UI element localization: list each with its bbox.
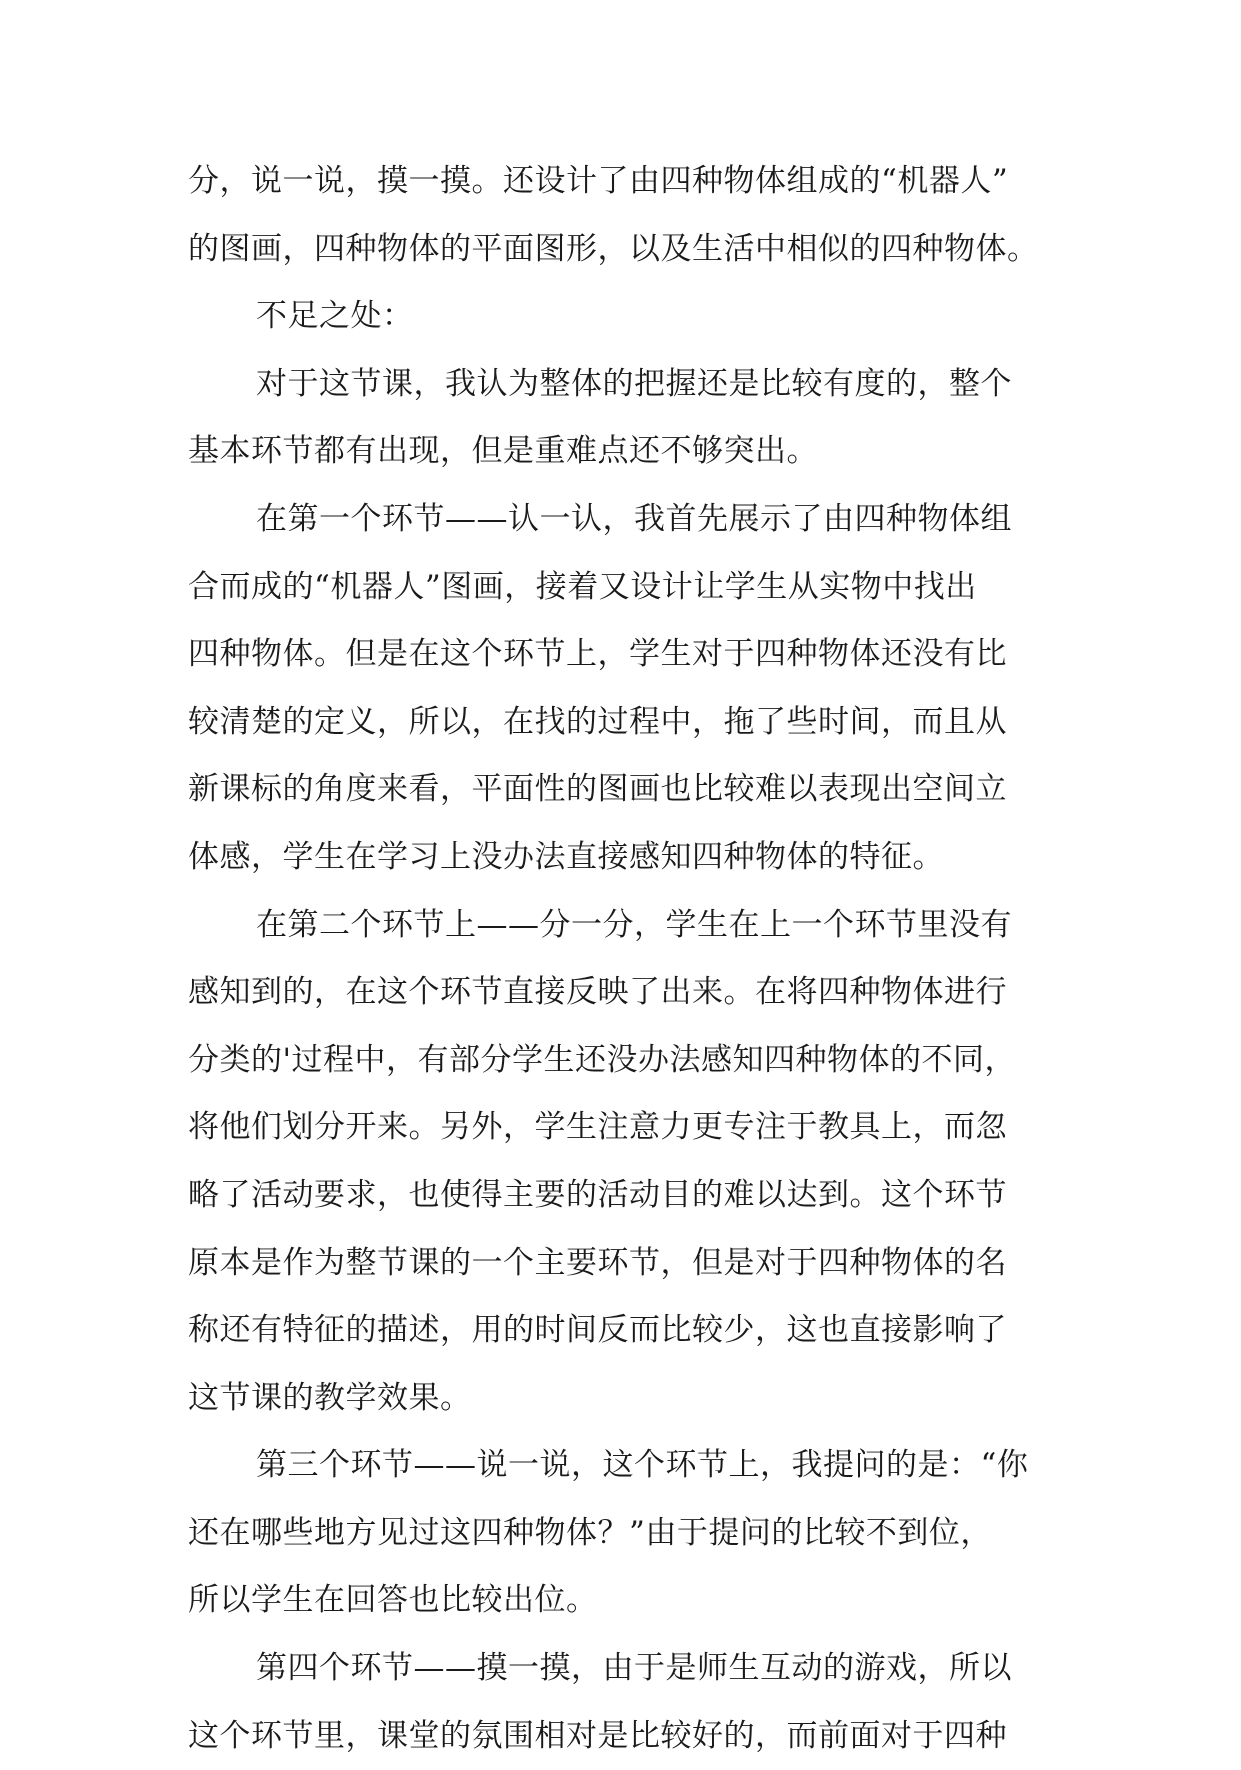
text-line: 较清楚的定义，所以，在找的过程中，拖了些时间，而且从 [188,703,1007,740]
text-line: 第三个环节——说一说，这个环节上，我提问的是：“你 [256,1447,1029,1484]
text-line: 合而成的“机器人”图画，接着又设计让学生从实物中找出 [188,568,977,605]
body-text [188,148,1060,1770]
text-line: 的图画，四种物体的平面图形，以及生活中相似的四种物体。 [188,230,1039,267]
text-line: 分，说一说，摸一摸。还设计了由四种物体组成的“机器人” [188,163,1009,199]
text-line: 对于这节课，我认为整体的把握还是比较有度的，整个 [256,365,1012,402]
text-line: 这个环节里，课堂的氛围相对是比较好的，而前面对于四种 [188,1717,1007,1754]
text-line: 原本是作为整节课的一个主要环节，但是对于四种物体的名 [188,1244,1007,1281]
text-line: 新课标的角度来看，平面性的图画也比较难以表现出空间立 [188,771,1007,808]
text-line: 第四个环节——摸一摸，由于是师生互动的游戏，所以 [256,1650,1012,1687]
text-line: 称还有特征的描述，用的时间反而比较少，这也直接影响了 [188,1312,1007,1349]
text-line: 在第一个环节——认一认，我首先展示了由四种物体组 [256,500,1012,537]
text-line: 这节课的教学效果。 [188,1379,472,1416]
text-line: 分类的'过程中，有部分学生还没办法感知四种物体的不同， [188,1041,1017,1078]
text-line: 还在哪些地方见过这四种物体？”由于提问的比较不到位， [188,1514,992,1551]
text-line: 四种物体。但是在这个环节上，学生对于四种物体还没有比 [188,636,1007,673]
text-line: 基本环节都有出现，但是重难点还不够突出。 [188,433,818,470]
text-line: 感知到的，在这个环节直接反映了出来。在将四种物体进行 [188,974,1007,1011]
text-line: 体感，学生在学习上没办法直接感知四种物体的特征。 [188,838,944,875]
text-line: 不足之处： [256,298,414,335]
text-line: 略了活动要求，也使得主要的活动目的难以达到。这个环节 [188,1176,1007,1213]
text-line: 在第二个环节上——分一分，学生在上一个环节里没有 [256,906,1012,943]
text-line: 所以学生在回答也比较出位。 [188,1582,598,1619]
text-line: 将他们划分开来。另外，学生注意力更专注于教具上，而忽 [188,1109,1007,1146]
